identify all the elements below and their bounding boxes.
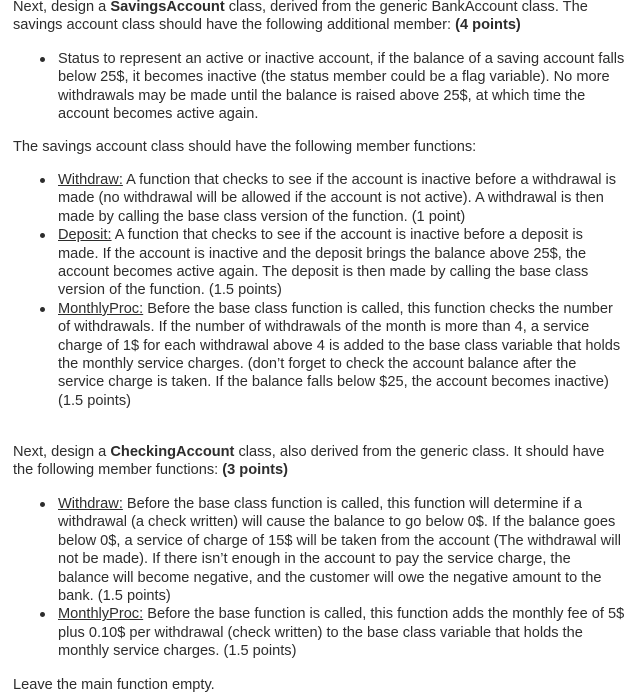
function-label: Withdraw: — [58, 496, 123, 512]
intro-text: Next, design a — [13, 444, 111, 460]
savings-member-list — [14, 50, 625, 124]
function-description: Before the base class function is called, this function will determine if a withdrawal (a check written) will cause the balance to go below 0$. If the balance goes below 0$, a service of charge of 15$ will be taken from the account (The withdrawal will not be made). If there isn’t enough in the account to pay the service charge, the balance will become negative, and the customer will owe the negative amount to the bank. (1.5 points) — [58, 496, 621, 605]
function-description: A function that checks to see if the account is inactive before a deposit is made. If the account is inactive and the deposit brings the balance above 25$, the account becomes active again. The deposit is then made by calling the base class version of the function. (1.5 points) — [58, 227, 589, 299]
list-item — [14, 300, 625, 410]
bullet-icon — [40, 307, 45, 312]
intro-text-cont: class, derived from the generic BankAccount class. The savings account class should have the following additional member: — [13, 0, 588, 34]
intro-text: Next, design a — [13, 0, 111, 15]
bullet-icon — [40, 502, 45, 507]
function-description: A function that checks to see if the account is inactive before a withdrawal is made (no withdrawal will be allowed if the account is not active). A withdrawal is then made by calling the base class version of the function. (1 point) — [58, 172, 617, 225]
list-item — [14, 50, 625, 124]
checking-points: (3 points) — [222, 462, 288, 479]
function-label: Deposit: — [58, 227, 112, 244]
savings-status-text: Status to represent an active or inactive account, if the balance of a saving account falls below 25$, it becomes inactive (the status member could be a flag variable). No more withdrawals may be made until the balance is raised above 25$, at which time the account becomes active again. — [58, 51, 625, 123]
list-item — [14, 171, 625, 226]
savings-function-list — [14, 171, 625, 410]
function-label: MonthlyProc: — [58, 606, 144, 623]
function-label: MonthlyProc: — [58, 300, 144, 317]
savings-functions-heading: The savings account class should have the following member functions: — [13, 139, 477, 155]
bullet-icon — [40, 178, 45, 183]
intro-text-cont: class, also derived from the generic class. It should have the following member functions: — [13, 444, 605, 479]
list-item — [14, 605, 625, 660]
checking-class-name: CheckingAccount — [110, 444, 235, 460]
function-description: Before the base class function is called, this function checks the number of withdrawals. If the number of withdrawals of the month is more than 4, a service charge of 1$ for each withdrawal above 4 is added to the base class variable that holds the monthly service charges. (don’t forget to check the account balance after the service charge is taken. If the balance falls below $25, the account becomes inactive) (1.5 points) — [58, 300, 621, 409]
list-item — [14, 226, 625, 300]
savings-class-name: SavingsAccount — [110, 0, 225, 15]
closing-note: Leave the main function empty. — [13, 677, 215, 693]
bullet-icon — [40, 233, 45, 238]
bullet-icon — [40, 612, 45, 617]
checking-function-list — [14, 495, 625, 661]
list-item — [14, 495, 625, 605]
bullet-icon — [40, 57, 45, 62]
savings-points: (4 points) — [455, 17, 521, 34]
savings-intro-paragraph — [13, 0, 625, 35]
checking-intro-paragraph — [13, 443, 625, 480]
function-label: Withdraw: — [58, 172, 123, 188]
function-description: Before the base function is called, this function adds the monthly fee of 5$ plus 0.10$ per withdrawal (check written) to the base class variable that holds the monthly service charges. (1.5 points) — [58, 606, 625, 660]
